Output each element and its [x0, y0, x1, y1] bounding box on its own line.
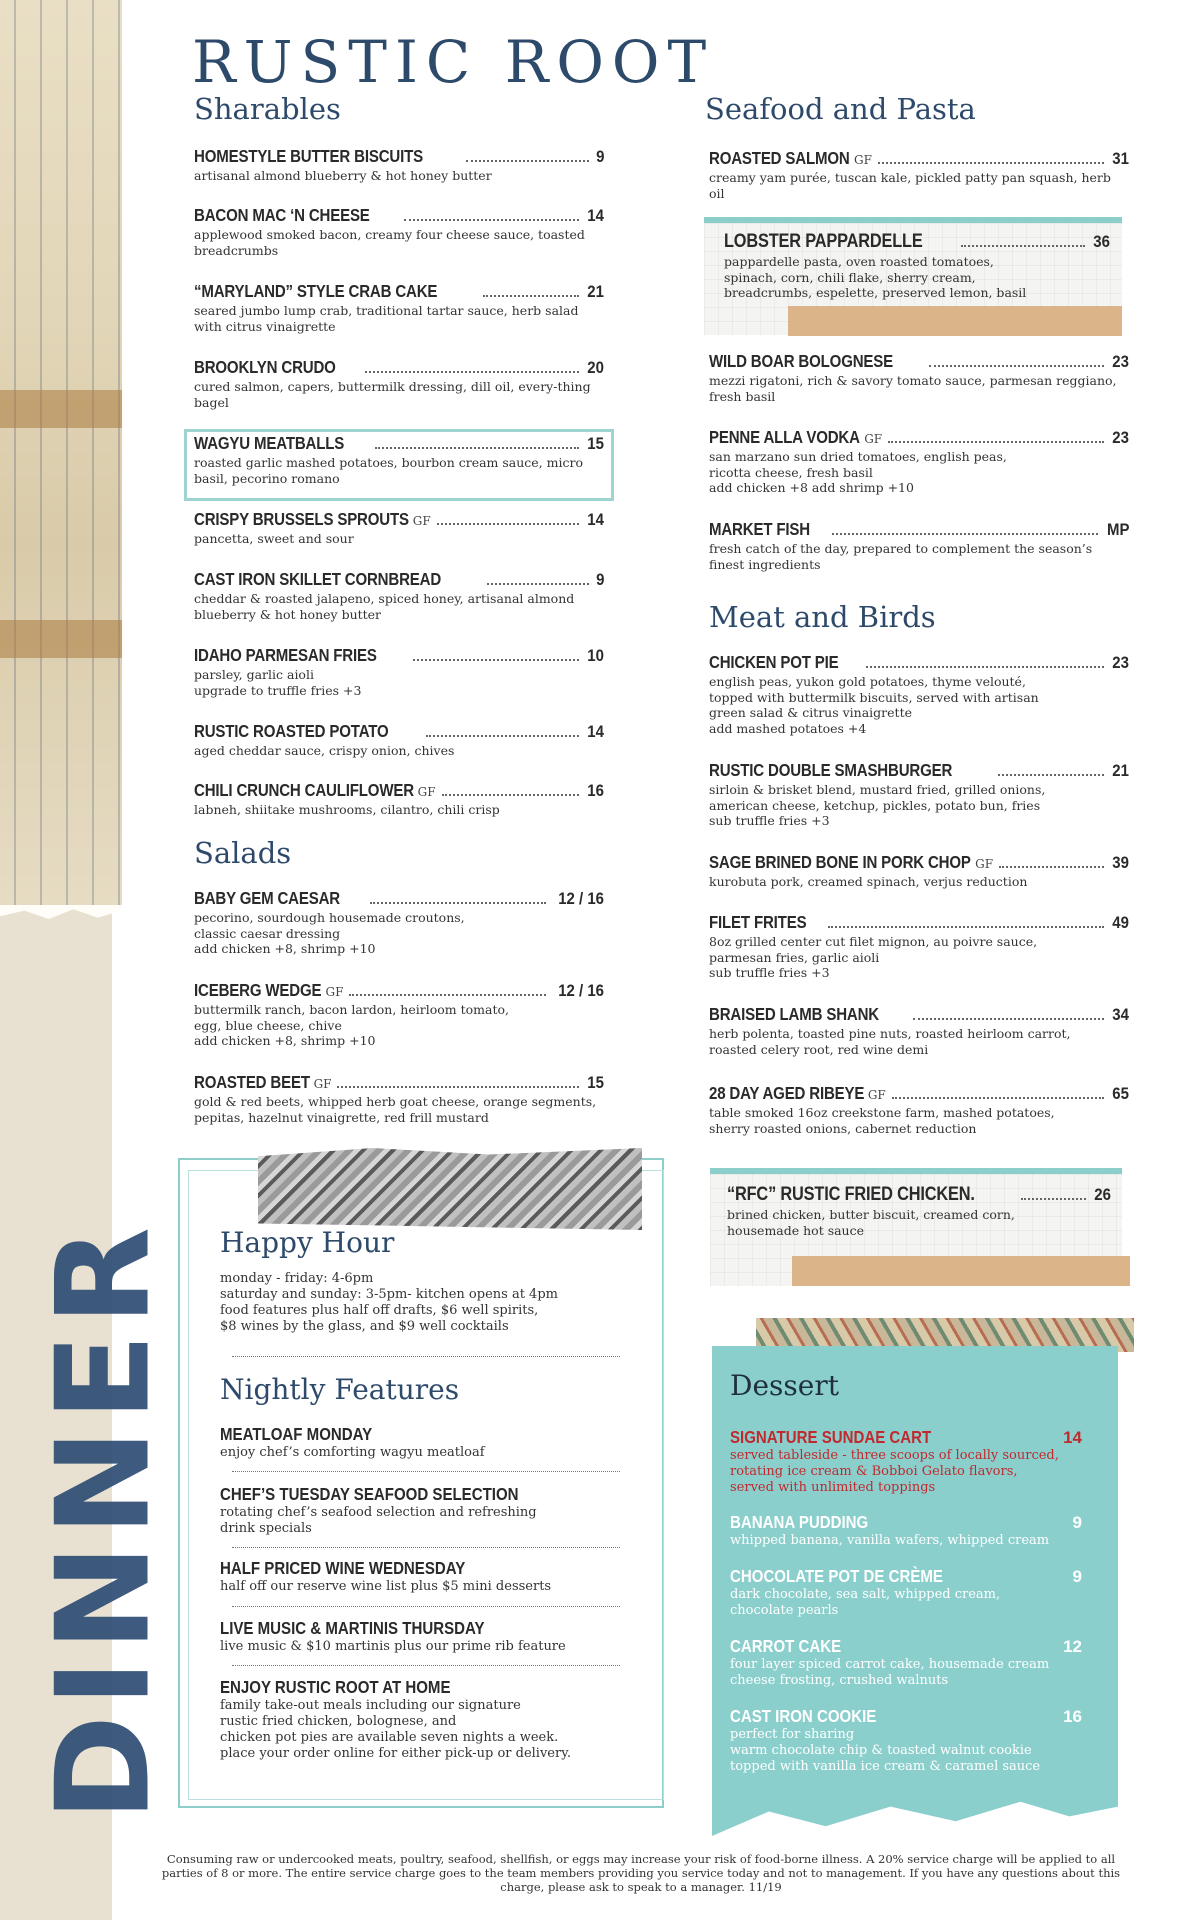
happy-hour-title: Happy Hour — [220, 1226, 395, 1259]
dessert-item: CAST IRON COOKIE 16 perfect for sharing warm chocolate chip & toasted walnut cookie topped with vanilla ice cream & caramel sauce — [730, 1706, 1082, 1774]
beach-photo-strip — [258, 1148, 642, 1230]
divider — [232, 1547, 620, 1548]
menu-item: ICEBERG WEDGE GF 12 / 16 buttermilk ranch, bacon lardon, heirloom tomato, egg, blue cheese, chive add chicken +8, shrimp +10 — [194, 980, 604, 1048]
menu-item: WILD BOAR BOLOGNESE 23 mezzi rigatoni, rich & savory tomato sauce, parmesan reggiano, fresh basil — [709, 351, 1129, 404]
section-salads: Salads — [194, 836, 292, 870]
restaurant-title: RUSTIC ROOT — [192, 28, 715, 96]
menu-item: FILET FRITES 49 8oz grilled center cut filet mignon, au poivre sauce, parmesan fries, garlic aioli sub truffle fries +3 — [709, 912, 1129, 980]
menu-item: CHILI CRUNCH CAULIFLOWER GF 16 labneh, shiitake mushrooms, cilantro, chili crisp — [194, 780, 604, 817]
dinner-side-label: DINNER — [29, 1218, 179, 1822]
menu-item: PENNE ALLA VODKA GF 23 san marzano sun dried tomatoes, english peas, ricotta cheese, fresh basil add chicken +8 add shrimp +10 — [709, 427, 1129, 495]
menu-item: CHICKEN POT PIE 23 english peas, yukon gold potatoes, thyme velouté, topped with buttermilk biscuits, served with artisan green salad & citrus vinaigrette add mashed potatoes +4 — [709, 652, 1129, 736]
kraft-tape — [792, 1256, 1130, 1286]
menu-item: RUSTIC DOUBLE SMASHBURGER 21 sirloin & brisket blend, mustard fried, grilled onions, american cheese, ketchup, pickles, potato bun, fries sub truffle fries +3 — [709, 760, 1129, 828]
dessert-item: CARROT CAKE 12 four layer spiced carrot cake, housemade cream cheese frosting, crushed walnuts — [730, 1636, 1082, 1688]
section-meat-birds: Meat and Birds — [709, 600, 936, 634]
menu-item: RUSTIC ROASTED POTATO 14 aged cheddar sauce, crispy onion, chives — [194, 721, 604, 758]
menu-item: HOMESTYLE BUTTER BISCUITS 9 artisanal almond blueberry & hot honey butter — [194, 146, 604, 183]
footer-disclaimer: Consuming raw or undercooked meats, poultry, seafood, shellfish, or eggs may increase your risk of food-borne illness. A 20% service charge will be applied to all parties of 8 or more. The entire service charge goes to the team members providing you service today and not to management. If you have any questions about this charge, please ask to speak to a manager. 11/19 — [161, 1852, 1121, 1894]
tape-strip — [0, 390, 122, 428]
divider — [232, 1665, 620, 1666]
menu-item: CRISPY BRUSSELS SPROUTS GF 14 pancetta, sweet and sour — [194, 509, 604, 546]
menu-item: ROASTED BEET GF 15 gold & red beets, whipped herb goat cheese, orange segments, pepitas, hazelnut vinaigrette, red frill mustard — [194, 1072, 604, 1125]
feature-item: LIVE MUSIC & MARTINIS THURSDAY live music & $10 martinis plus our prime rib feature — [220, 1618, 566, 1654]
nightly-features-title: Nightly Features — [220, 1373, 460, 1406]
divider — [232, 1606, 620, 1607]
feature-item: CHEF’S TUESDAY SEAFOOD SELECTION rotating chef’s seafood selection and refreshing drink specials — [220, 1484, 537, 1536]
vintage-recipe-card-image — [0, 0, 122, 905]
dessert-title: Dessert — [730, 1369, 839, 1402]
menu-item: MARKET FISH MP fresh catch of the day, prepared to complement the season’s finest ingredients — [709, 519, 1129, 572]
menu-item: SAGE BRINED BONE IN PORK CHOP GF 39 kurobuta pork, creamed spinach, verjus reduction — [709, 852, 1129, 889]
menu-item: “MARYLAND” STYLE CRAB CAKE 21 seared jumbo lump crab, traditional tartar sauce, herb salad with citrus vinaigrette — [194, 281, 604, 334]
divider — [232, 1356, 620, 1357]
menu-item: ROASTED SALMON GF 31 creamy yam purée, tuscan kale, pickled patty pan squash, herb oil — [709, 148, 1129, 201]
section-sharables: Sharables — [194, 92, 341, 126]
happy-hour-details: monday - friday: 4-6pm saturday and sunday: 3-5pm- kitchen opens at 4pm food features plus half off drafts, $6 well spirits, $8 wines by the glass, and $9 well cocktails — [220, 1271, 558, 1334]
menu-item-wagyu-meatballs: WAGYU MEATBALLS 15 roasted garlic mashed potatoes, bourbon cream sauce, micro basil, pecorino romano — [194, 433, 604, 486]
menu-item: CAST IRON SKILLET CORNBREAD 9 cheddar & roasted jalapeno, spiced honey, artisanal almond blueberry & hot honey butter — [194, 569, 604, 622]
dessert-item: BANANA PUDDING 9 whipped banana, vanilla wafers, whipped cream — [730, 1512, 1082, 1548]
section-seafood-pasta: Seafood and Pasta — [705, 92, 976, 126]
feature-item: ENJOY RUSTIC ROOT AT HOME family take-out meals including our signature rustic fried chicken, bolognese, and chicken pot pies are available seven nights a week. place your order online for either pick-up or delivery. — [220, 1677, 571, 1761]
dessert-item: CHOCOLATE POT DE CRÈME 9 dark chocolate, sea salt, whipped cream, chocolate pearls — [730, 1566, 1082, 1618]
feature-item: MEATLOAF MONDAY enjoy chef’s comforting wagyu meatloaf — [220, 1424, 485, 1460]
menu-item: BRAISED LAMB SHANK 34 herb polenta, toasted pine nuts, roasted heirloom carrot, roasted celery root, red wine demi — [709, 1004, 1129, 1057]
menu-item: IDAHO PARMESAN FRIES 10 parsley, garlic aioli upgrade to truffle fries +3 — [194, 645, 604, 698]
dessert-item-signature: SIGNATURE SUNDAE CART 14 served tableside - three scoops of locally sourced, rotating ice cream & Bobboi Gelato flavors, served with unlimited toppings — [730, 1427, 1082, 1495]
menu-item: BROOKLYN CRUDO 20 cured salmon, capers, buttermilk dressing, dill oil, every-thing bagel — [194, 357, 604, 410]
menu-item-rustic-fried-chicken: “RFC” RUSTIC FRIED CHICKEN. 26 brined chicken, butter biscuit, creamed corn, housemade hot sauce — [727, 1184, 1111, 1238]
divider — [232, 1471, 620, 1472]
menu-item: BACON MAC ‘N CHEESE 14 applewood smoked bacon, creamy four cheese sauce, toasted breadcrumbs — [194, 205, 604, 258]
kraft-tape — [788, 306, 1122, 336]
menu-item-lobster-pappardelle: LOBSTER PAPPARDELLE 36 pappardelle pasta, oven roasted tomatoes, spinach, corn, chili flake, sherry cream, breadcrumbs, espelette, preserved lemon, basil — [724, 231, 1110, 300]
menu-item: 28 DAY AGED RIBEYE GF 65 table smoked 16oz creekstone farm, mashed potatoes, sherry roasted onions, cabernet reduction — [709, 1083, 1129, 1136]
menu-item: BABY GEM CAESAR 12 / 16 pecorino, sourdough housemade croutons, classic caesar dressing add chicken +8, shrimp +10 — [194, 888, 604, 956]
feature-item: HALF PRICED WINE WEDNESDAY half off our reserve wine list plus $5 mini desserts — [220, 1558, 552, 1594]
tape-strip — [0, 620, 122, 658]
